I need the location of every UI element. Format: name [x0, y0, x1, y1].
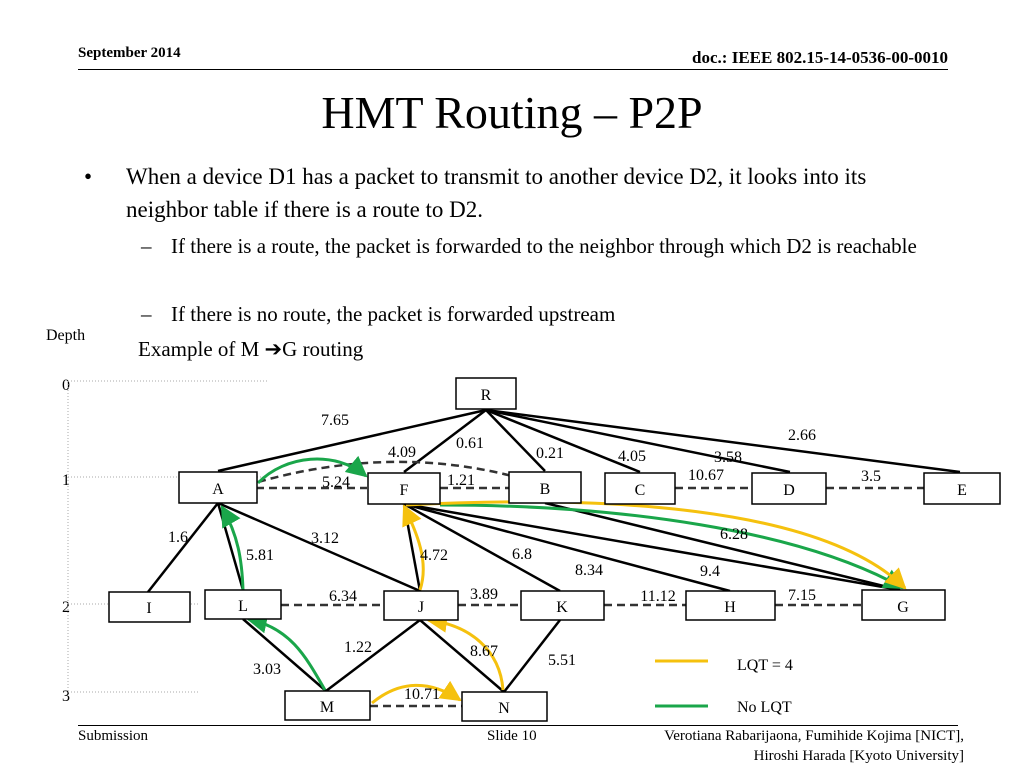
header-date: September 2014: [78, 45, 181, 61]
node-label: J: [417, 599, 425, 616]
bullet-main: When a device D1 has a packet to transmit to another device D2, it looks into its neighbor table if there is a route to D2.: [126, 164, 867, 222]
weight-L-J: 6.34: [329, 588, 357, 605]
weight-C-D: 10.67: [688, 467, 724, 484]
route-yellow-F-G: [406, 502, 905, 588]
weight-R-F: 0.61: [456, 435, 484, 452]
node-label: M: [319, 699, 335, 716]
example-label: Example of M ➔G routing: [138, 337, 364, 361]
link-F-H: [404, 504, 730, 591]
link-A-I: [148, 503, 218, 592]
node-A: [179, 472, 257, 503]
footer-authors-line1: Verotiana Rabarijaona, Fumihide Kojima [NICT],: [664, 728, 964, 744]
node-label: G: [897, 599, 909, 616]
node-H: [686, 591, 775, 620]
weight-R-C: 4.05: [618, 448, 646, 465]
node-I: [109, 592, 190, 622]
legend-lqt-label: LQT = 4: [737, 657, 793, 674]
weight-F-K: 6.8: [512, 546, 532, 563]
legend-nolqt-label: No LQT: [737, 699, 792, 716]
node-label: D: [783, 482, 795, 499]
node-C: [605, 473, 675, 504]
weight-A-I: 1.6: [168, 529, 188, 546]
node-R: [456, 378, 516, 409]
weight-B-G: 6.28: [720, 526, 748, 543]
weight-J-M: 1.22: [344, 639, 372, 656]
weight-F-H: 8.34: [575, 562, 603, 579]
depth-level-2: 2: [62, 599, 70, 616]
node-M: [285, 691, 370, 720]
weight-F-J: 4.72: [420, 547, 448, 564]
bullet-sub-no-route: If there is no route, the packet is forwarded upstream: [171, 302, 616, 326]
weight-A-F: 5.24: [322, 474, 350, 491]
weight-K-N: 5.51: [548, 652, 576, 669]
footer-rule: [78, 725, 958, 726]
node-N: [462, 692, 547, 721]
weight-R-A: 7.65: [321, 412, 349, 429]
node-label: I: [146, 600, 152, 617]
node-K: [521, 591, 604, 620]
node-label: B: [539, 481, 551, 498]
weight-R-E: 2.66: [788, 427, 816, 444]
node-label: F: [399, 482, 409, 499]
weight-F-G: 9.4: [700, 563, 720, 580]
footer-submission: Submission: [78, 728, 149, 744]
weight-J-K: 3.89: [470, 586, 498, 603]
node-label: L: [238, 598, 248, 615]
slide-title: HMT Routing – P2P: [321, 87, 703, 138]
footer-authors-line2: Hiroshi Harada [Kyoto University]: [753, 748, 964, 764]
weight-F-B: 1.21: [447, 472, 475, 489]
depth-label: Depth: [46, 327, 86, 344]
link-L-M: [243, 619, 326, 691]
node-L: [205, 590, 281, 619]
sub-bullet-dash: –: [141, 302, 152, 326]
node-label: C: [634, 482, 646, 499]
weight-M-N: 10.71: [404, 686, 440, 703]
sub-bullet-dash: –: [141, 234, 152, 258]
node-label: H: [724, 599, 736, 616]
depth-level-0: 0: [62, 377, 70, 394]
weight-K-H: 11.12: [640, 588, 676, 605]
bullet-dot: •: [84, 164, 93, 189]
node-B: [509, 472, 581, 503]
weight-D-E: 3.5: [861, 468, 881, 485]
footer-slide-number: Slide 10: [487, 728, 537, 744]
weight-A-B: 4.09: [388, 444, 416, 461]
header-doc-id: doc.: IEEE 802.15-14-0536-00-0010: [692, 48, 948, 67]
node-G: [862, 590, 945, 620]
depth-level-1: 1: [62, 472, 70, 489]
bullet-sub-route: If there is a route, the packet is forwarded to the neighbor through which D2 is reachable: [171, 234, 917, 258]
node-label: E: [957, 482, 967, 499]
weight-H-G: 7.15: [788, 587, 816, 604]
node-D: [752, 473, 826, 504]
link-J-M: [326, 620, 420, 691]
weight-A-L: 5.81: [246, 547, 274, 564]
node-label: K: [556, 599, 568, 616]
node-F: [368, 473, 440, 504]
weight-R-D: 3.58: [714, 449, 742, 466]
weight-R-B: 0.21: [536, 445, 564, 462]
link-F-J: [404, 504, 420, 591]
node-label: R: [480, 387, 492, 404]
legend: [655, 661, 708, 706]
node-E: [924, 473, 1000, 504]
node-label: N: [498, 700, 510, 717]
weight-L-M: 3.03: [253, 661, 281, 678]
weight-A-J: 3.12: [311, 530, 339, 547]
depth-level-3: 3: [62, 688, 70, 705]
node-label: A: [212, 481, 224, 498]
weight-J-N: 8.67: [470, 643, 498, 660]
nodes: [109, 378, 1000, 721]
node-J: [384, 591, 458, 620]
